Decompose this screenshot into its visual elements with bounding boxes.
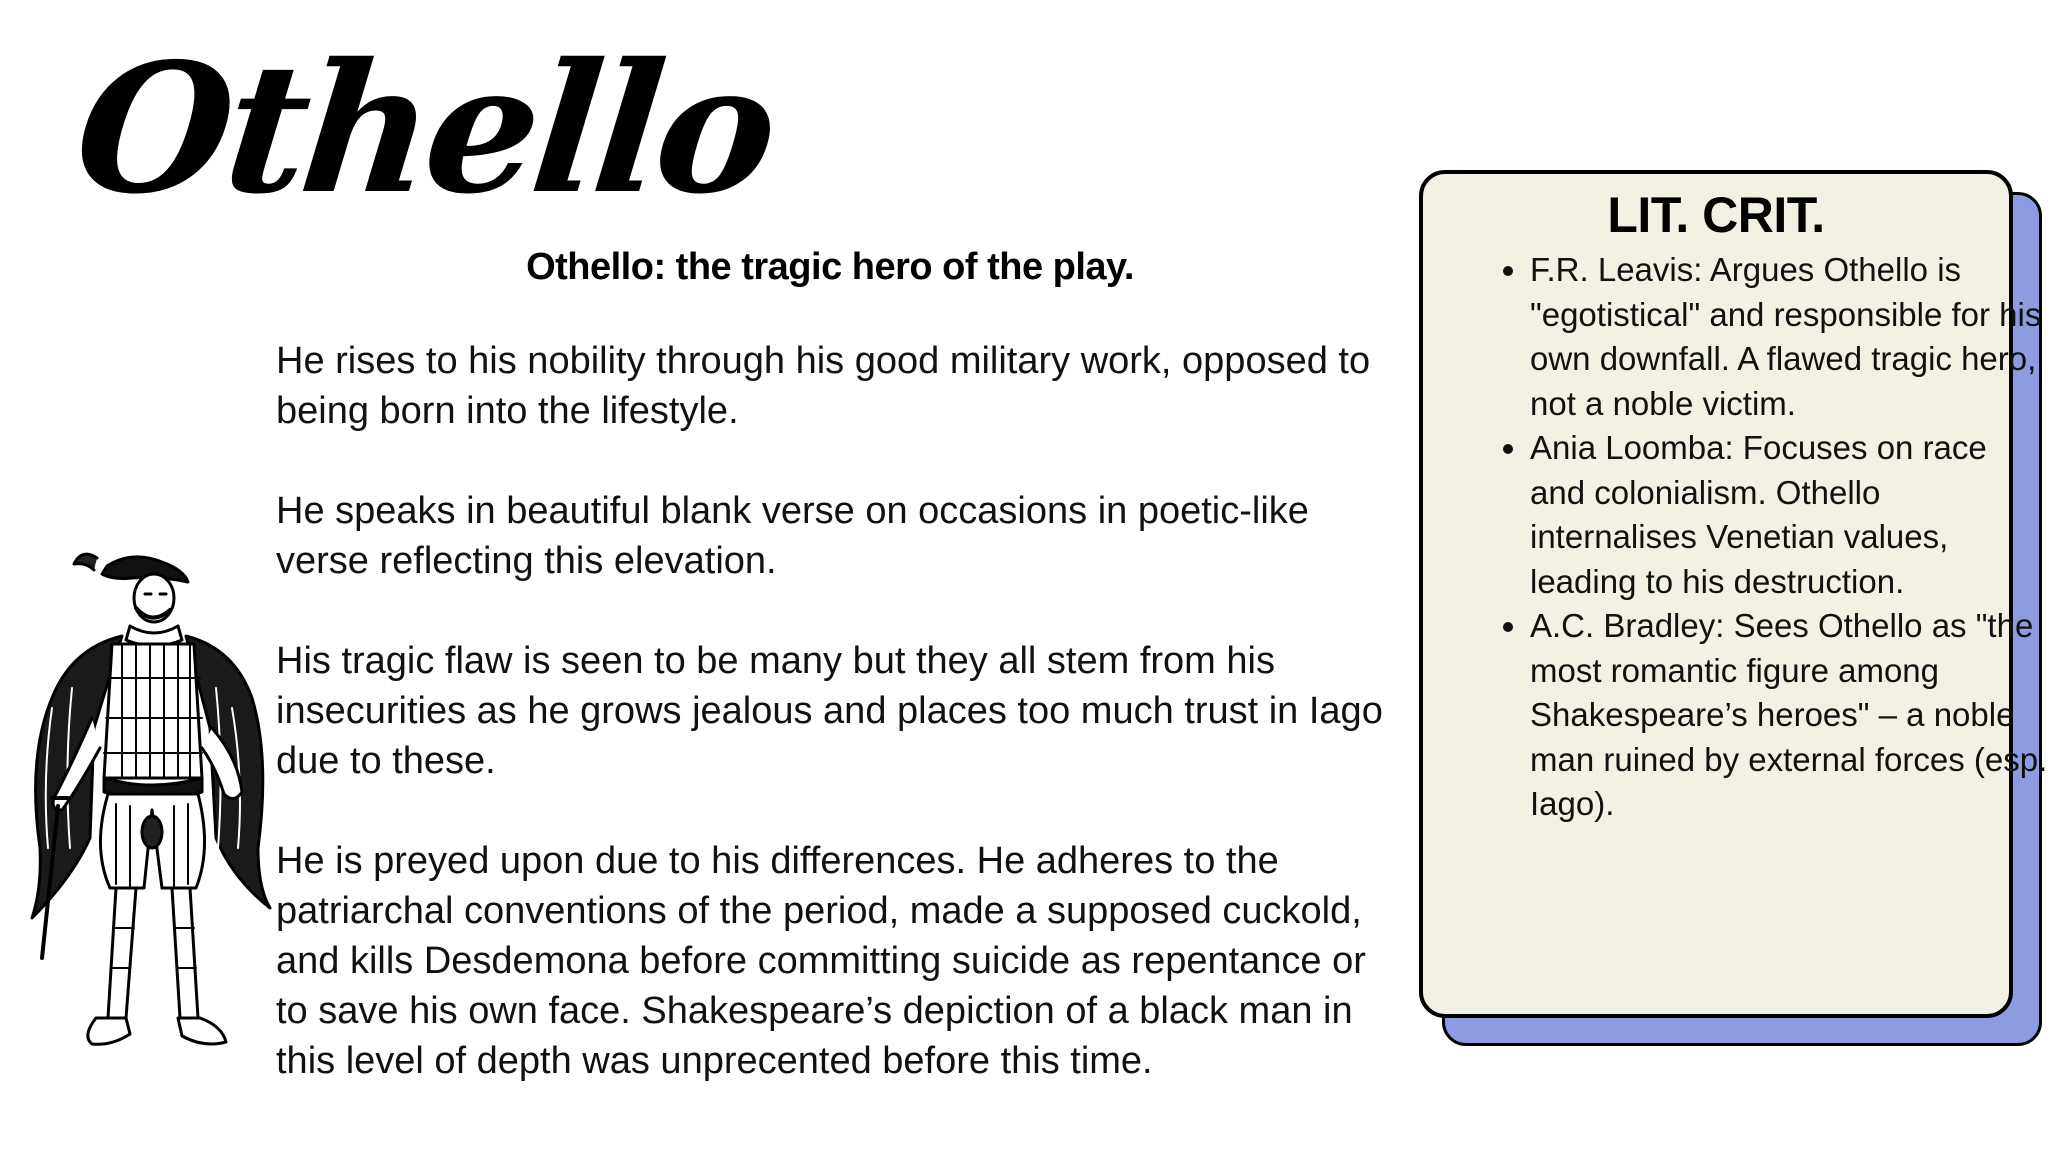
paragraph-2: He speaks in beautiful blank verse on occasions in poetic-like verse reflecting this elevation. [276, 490, 1309, 582]
list-item: • F.R. Leavis: Argues Othello is "egotistical" and responsible for his own downfall. A flawed tragic hero, not a noble victim. [1530, 248, 2050, 426]
list-item: • Ania Loomba: Focuses on race and colonialism. Othello internalises Venetian values, leading to his destruction. [1530, 426, 2050, 604]
lit-crit-list [1490, 248, 2050, 827]
subtitle: Othello: the tragic hero of the play. [526, 246, 1134, 288]
renaissance-man-illustration [12, 548, 274, 1073]
paragraph-1: He rises to his nobility through his good military work, opposed to being born into the lifestyle. [276, 340, 1371, 432]
paragraph-4: He is preyed upon due to his differences. He adheres to the patriarchal conventions of the period, made a supposed cuckold, and kills Desdemona before committing suicide as repentance or to save his own face. Shakespeare’s depiction of a black man in this level of depth was unprecented before this time. [276, 840, 1366, 1082]
card-title: LIT. CRIT. [1607, 187, 1825, 243]
list-item: • A.C. Bradley: Sees Othello as "the most romantic figure among Shakespeare’s heroes" – a noble man ruined by external forces (esp. Iago). [1530, 604, 2050, 827]
body-text [276, 336, 1386, 1136]
page-title: Othello [67, 24, 781, 233]
paragraph-3: His tragic flaw is seen to be many but they all stem from his insecurities as he grows jealous and places too much trust in Iago due to these. [276, 640, 1383, 782]
